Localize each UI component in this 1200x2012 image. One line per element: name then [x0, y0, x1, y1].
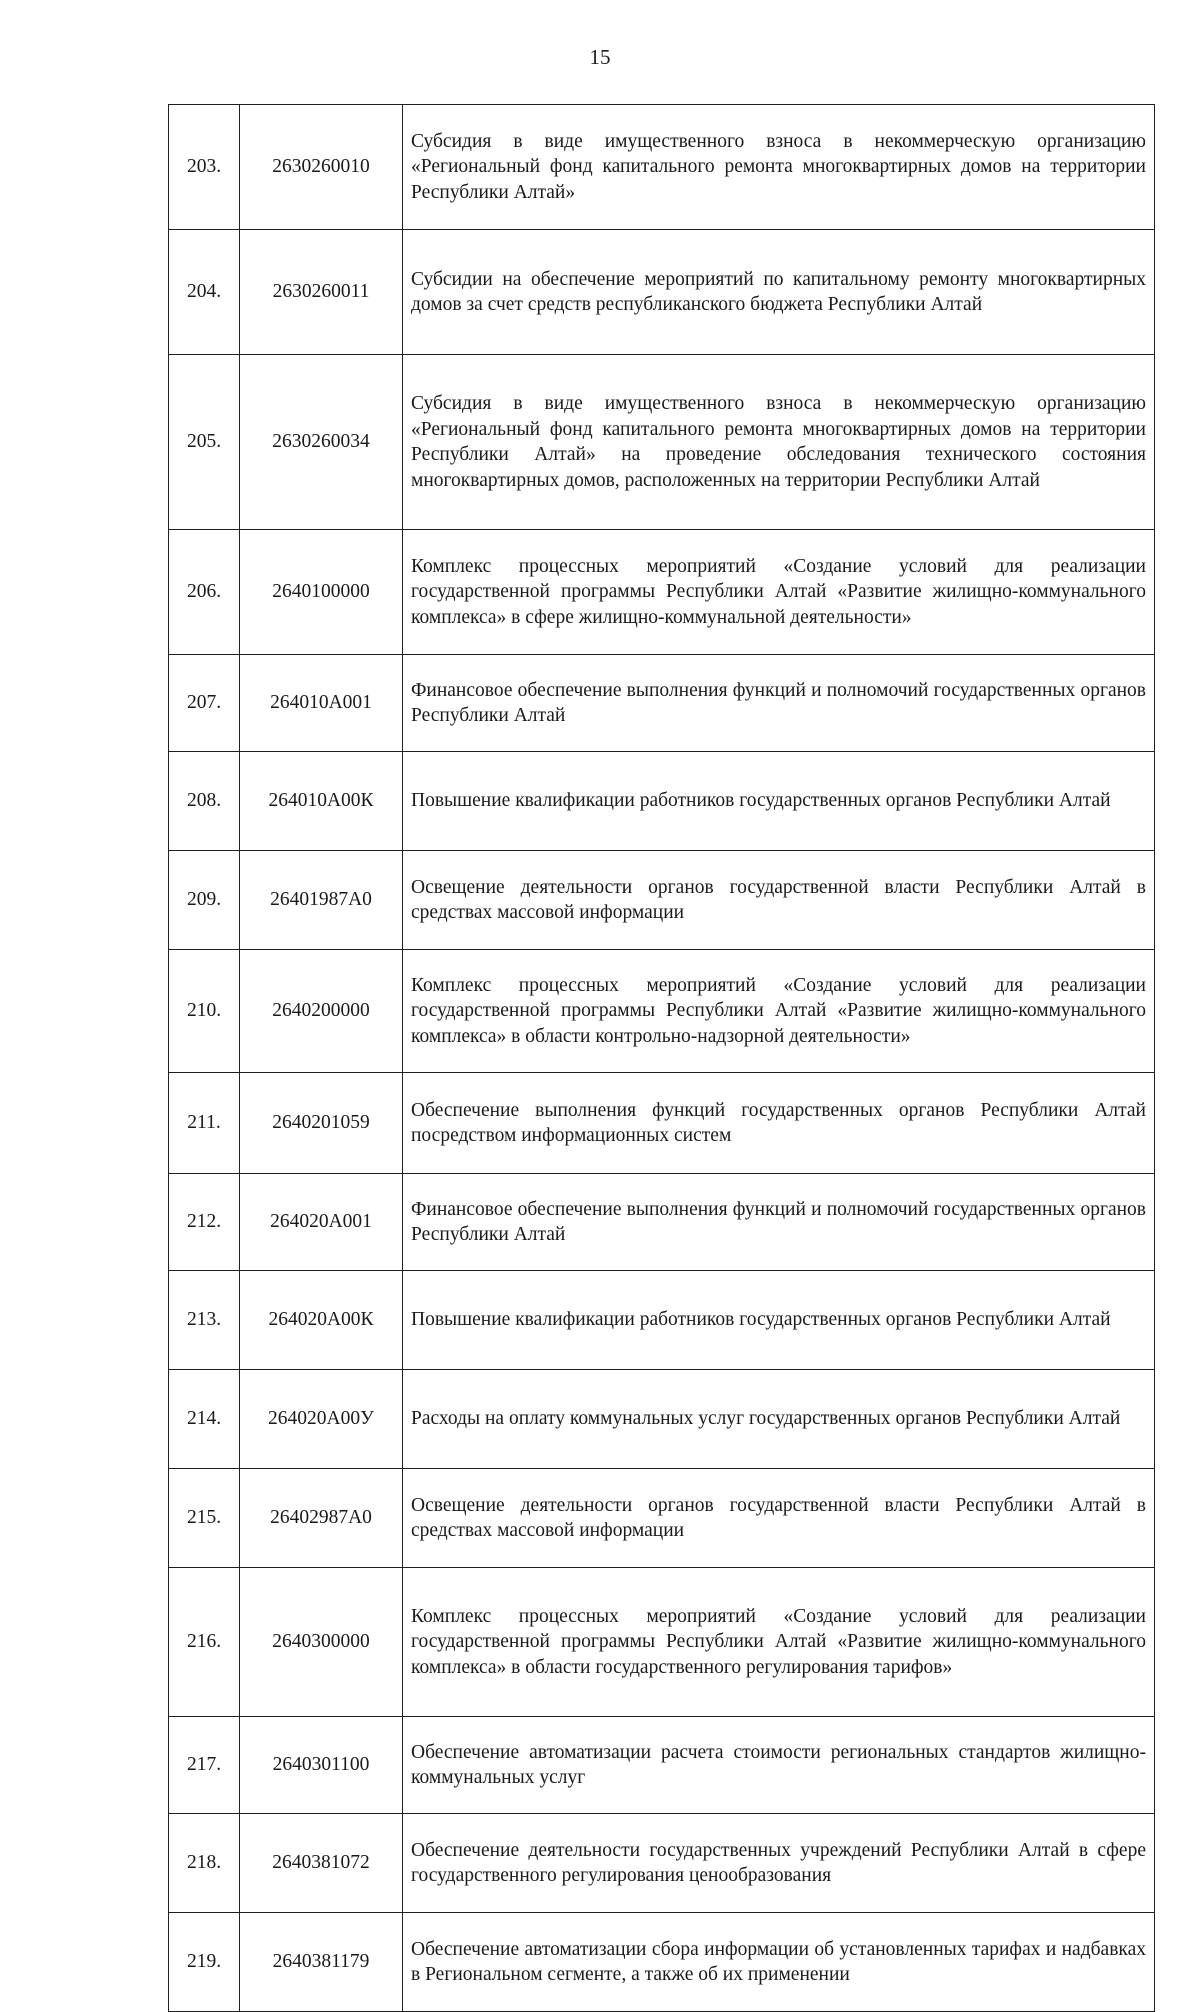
target-article-code: 2630260011 [240, 230, 403, 355]
expense-description: Повышение квалификации работников государственных органов Республики Алтай [403, 1271, 1155, 1370]
table-row [169, 950, 1155, 1073]
table-row [169, 530, 1155, 655]
target-article-code: 2630260010 [240, 105, 403, 230]
target-article-code: 264020А001 [240, 1174, 403, 1271]
row-number: 207. [169, 655, 240, 752]
table-row [169, 355, 1155, 530]
row-number: 216. [169, 1568, 240, 1717]
table-row [169, 1469, 1155, 1568]
target-article-code: 2640381072 [240, 1814, 403, 1913]
row-number: 219. [169, 1913, 240, 2012]
row-number: 217. [169, 1717, 240, 1814]
target-article-code: 2640201059 [240, 1073, 403, 1174]
target-article-code: 2640300000 [240, 1568, 403, 1717]
target-article-code: 26401987А0 [240, 851, 403, 950]
expense-description: Обеспечение автоматизации расчета стоимости региональных стандартов жилищно-коммунальных услуг [403, 1717, 1155, 1814]
target-article-code: 264010А001 [240, 655, 403, 752]
target-article-code: 2640100000 [240, 530, 403, 655]
table-row [169, 1073, 1155, 1174]
budget-codes-table [168, 104, 1154, 2012]
table-row [169, 1370, 1155, 1469]
target-article-code: 2640301100 [240, 1717, 403, 1814]
page-number: 15 [589, 45, 611, 69]
row-number: 203. [169, 105, 240, 230]
table-row [169, 1913, 1155, 2012]
row-number: 214. [169, 1370, 240, 1469]
table-row [169, 1174, 1155, 1271]
expense-description: Обеспечение деятельности государственных учреждений Республики Алтай в сфере государственного регулирования ценообразования [403, 1814, 1155, 1913]
target-article-code: 2640200000 [240, 950, 403, 1073]
expense-description: Субсидии на обеспечение мероприятий по капитальному ремонту многоквартирных домов за счет средств республиканского бюджета Республики Алтай [403, 230, 1155, 355]
table-row [169, 851, 1155, 950]
row-number: 213. [169, 1271, 240, 1370]
target-article-code: 2630260034 [240, 355, 403, 530]
row-number: 209. [169, 851, 240, 950]
expense-description: Комплекс процессных мероприятий «Создание условий для реализации государственной программы Республики Алтай «Развитие жилищно-коммунального комплекса» в области контрольно-надзорной деятельности» [403, 950, 1155, 1073]
target-article-code: 2640381179 [240, 1913, 403, 2012]
row-number: 218. [169, 1814, 240, 1913]
expense-description: Комплекс процессных мероприятий «Создание условий для реализации государственной программы Республики Алтай «Развитие жилищно-коммунального комплекса» в области государственного регулирования тарифов» [403, 1568, 1155, 1717]
expense-description: Субсидия в виде имущественного взноса в некоммерческую организацию «Региональный фонд капитального ремонта многоквартирных домов на территории Республики Алтай» [403, 105, 1155, 230]
row-number: 205. [169, 355, 240, 530]
table-row [169, 105, 1155, 230]
expense-description: Расходы на оплату коммунальных услуг государственных органов Республики Алтай [403, 1370, 1155, 1469]
row-number: 210. [169, 950, 240, 1073]
table-row [169, 1814, 1155, 1913]
table-row [169, 1568, 1155, 1717]
expense-description: Финансовое обеспечение выполнения функций и полномочий государственных органов Республики Алтай [403, 655, 1155, 752]
expense-description: Обеспечение выполнения функций государственных органов Республики Алтай посредством информационных систем [403, 1073, 1155, 1174]
expense-description: Комплекс процессных мероприятий «Создание условий для реализации государственной программы Республики Алтай «Развитие жилищно-коммунального комплекса» в сфере жилищно-коммунальной деятельности» [403, 530, 1155, 655]
expense-description: Освещение деятельности органов государственной власти Республики Алтай в средствах массовой информации [403, 851, 1155, 950]
row-number: 211. [169, 1073, 240, 1174]
row-number: 215. [169, 1469, 240, 1568]
table-row [169, 230, 1155, 355]
expense-description: Субсидия в виде имущественного взноса в некоммерческую организацию «Региональный фонд капитального ремонта многоквартирных домов на территории Республики Алтай» на проведение обследования технического состояния многоквартирных домов, расположенных на территории Республики Алтай [403, 355, 1155, 530]
row-number: 206. [169, 530, 240, 655]
expense-description: Повышение квалификации работников государственных органов Республики Алтай [403, 752, 1155, 851]
row-number: 208. [169, 752, 240, 851]
row-number: 212. [169, 1174, 240, 1271]
row-number: 204. [169, 230, 240, 355]
expense-description: Освещение деятельности органов государственной власти Республики Алтай в средствах массовой информации [403, 1469, 1155, 1568]
table-row [169, 752, 1155, 851]
target-article-code: 264020А00К [240, 1271, 403, 1370]
table-row [169, 655, 1155, 752]
expense-description: Финансовое обеспечение выполнения функций и полномочий государственных органов Республики Алтай [403, 1174, 1155, 1271]
target-article-code: 264020А00У [240, 1370, 403, 1469]
table-row [169, 1717, 1155, 1814]
target-article-code: 26402987А0 [240, 1469, 403, 1568]
table-row [169, 1271, 1155, 1370]
target-article-code: 264010А00К [240, 752, 403, 851]
expense-description: Обеспечение автоматизации сбора информации об установленных тарифах и надбавках в Региональном сегменте, а также об их применении [403, 1913, 1155, 2012]
